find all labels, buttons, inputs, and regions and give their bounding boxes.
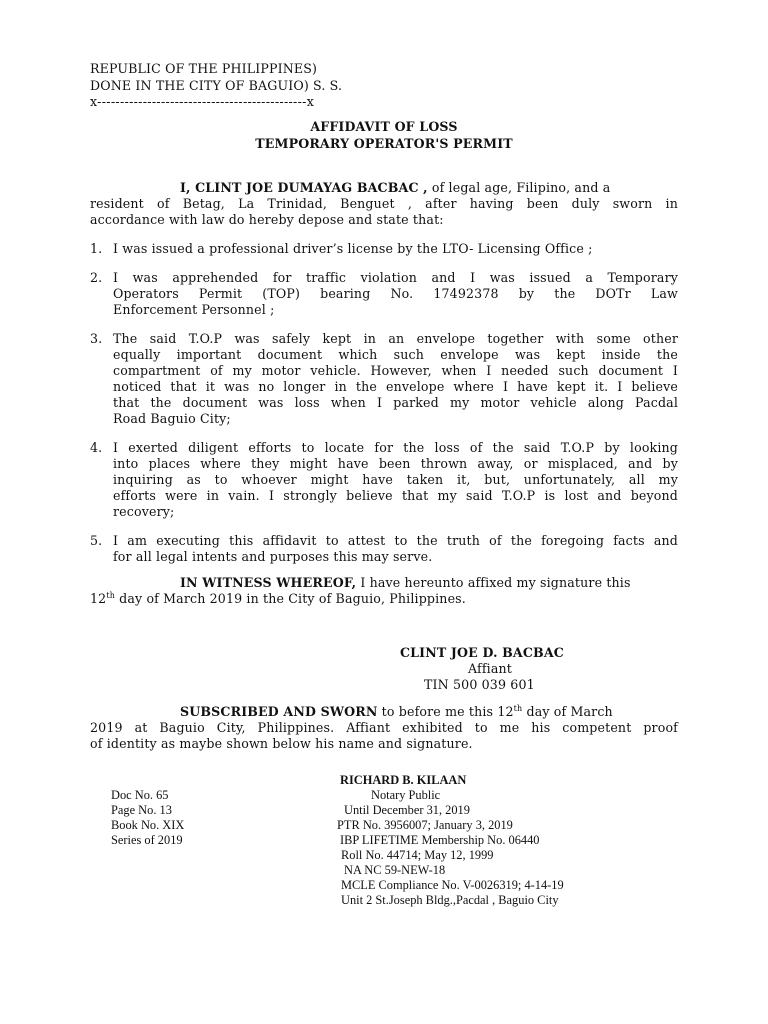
- document-subtitle: TEMPORARY OPERATOR'S PERMIT: [255, 136, 513, 151]
- page-number: Page No. 13: [111, 803, 172, 817]
- item-4-line-5: recovery;: [113, 504, 175, 519]
- intro-line-1: [90, 180, 678, 195]
- affiant-full-name: I, CLINT JOE DUMAYAG BACBAC ,: [180, 180, 428, 195]
- series-year: Series of 2019: [111, 833, 183, 847]
- intro-line-1-rest: of legal age, Filipino, and a: [431, 180, 611, 195]
- item-3-line-3: compartment of my motor vehicle. However, when I needed such document I: [113, 363, 678, 378]
- witness-line-1: [90, 575, 678, 590]
- notary-title: Notary Public: [371, 788, 441, 802]
- book-number: Book No. XIX: [111, 818, 185, 832]
- item-2-line-1: I was apprehended for traffic violation and I was issued a Temporary: [113, 270, 678, 285]
- notary-name: RICHARD B. KILAAN: [340, 773, 467, 787]
- item-3-line-6: Road Baguio City;: [113, 411, 231, 426]
- item-1-line-1: I was issued a professional driver’s license by the LTO- Licensing Office ;: [113, 241, 593, 256]
- notary-roll: Roll No. 44714; May 12, 1999: [341, 848, 494, 862]
- item-2-number: 2.: [90, 270, 103, 285]
- item-3-line-4: noticed that it was no longer in the envelope where I have kept it. I believe: [113, 379, 678, 394]
- notary-address: Unit 2 St.Joseph Bldg.,Pacdal , Baguio City: [341, 893, 559, 907]
- witness-day-suffix: th: [106, 591, 115, 600]
- affiant-signature-name: CLINT JOE D. BACBAC: [400, 645, 564, 660]
- item-4-line-4: efforts were in vain. I strongly believe that my said T.O.P is lost and beyond: [113, 488, 678, 503]
- witness-day: 12: [90, 591, 107, 607]
- item-2-line-2: Operators Permit (TOP) bearing No. 17492378 by the DOTr Law: [113, 286, 678, 301]
- item-5-line-1: I am executing this affidavit to attest to the truth of the foregoing facts and: [113, 533, 678, 548]
- item-1-number: 1.: [90, 241, 103, 256]
- jurat-line-3: of identity as maybe shown below his name and signature.: [90, 736, 473, 751]
- item-3-line-1: The said T.O.P was safely kept in an envelope together with some other: [113, 331, 678, 346]
- affiant-tin: TIN 500 039 601: [424, 677, 535, 692]
- item-4-number: 4.: [90, 440, 103, 455]
- item-5-number: 5.: [90, 533, 103, 548]
- item-2-line-3: Enforcement Personnel ;: [113, 302, 275, 317]
- venue-line-2: DONE IN THE CITY OF BAGUIO) S. S.: [90, 78, 343, 93]
- notary-commission-until: Until December 31, 2019: [344, 803, 470, 817]
- jurat-line-1: [90, 704, 678, 719]
- witness-bold: IN WITNESS WHEREOF,: [180, 575, 357, 590]
- intro-line-3: accordance with law do hereby depose and state that:: [90, 212, 444, 227]
- jurat-rest-2: day of March: [522, 704, 613, 720]
- jurat-line-2: 2019 at Baguio City, Philippines. Affiant exhibited to me his competent proof: [90, 720, 678, 735]
- witness-line-2: [90, 591, 466, 606]
- item-3-number: 3.: [90, 331, 103, 346]
- venue-separator: x----------------------------------------------x: [90, 94, 315, 109]
- doc-number: Doc No. 65: [111, 788, 169, 802]
- item-4-line-1: I exerted diligent efforts to locate for the loss of the said T.O.P by looking: [113, 440, 678, 455]
- notary-ibp: IBP LIFETIME Membership No. 06440: [340, 833, 540, 847]
- witness-rest: I have hereunto affixed my signature this: [356, 575, 631, 590]
- item-4-line-2: into places where they might have been thrown away, or misplaced, and by: [113, 456, 678, 471]
- witness-date-rest: day of March 2019 in the City of Baguio, Philippines.: [115, 591, 466, 607]
- item-4-line-3: inquiring as to whoever might have taken it, but, unfortunately, all my: [113, 472, 678, 487]
- item-3-line-2: equally important document which such envelope was kept inside the: [113, 347, 678, 362]
- intro-line-2: resident of Betag, La Trinidad, Benguet , after having been duly sworn in: [90, 196, 678, 211]
- notary-nanc: NA NC 59-NEW-18: [344, 863, 446, 877]
- notary-mcle: MCLE Compliance No. V-0026319; 4-14-19: [341, 878, 564, 892]
- venue-line-1: REPUBLIC OF THE PHILIPPINES): [90, 61, 318, 76]
- item-3-line-5: that the document was loss when I parked my motor vehicle along Pacdal: [113, 395, 678, 410]
- item-5-line-2: for all legal intents and purposes this may serve.: [113, 549, 433, 564]
- affiant-role: Affiant: [468, 661, 512, 676]
- document-title: AFFIDAVIT OF LOSS: [310, 119, 458, 134]
- jurat-rest: to before me this 12: [377, 704, 514, 720]
- jurat-day-suffix: th: [513, 704, 523, 713]
- jurat-bold: SUBSCRIBED AND SWORN: [180, 704, 378, 720]
- notary-ptr: PTR No. 3956007; January 3, 2019: [337, 818, 513, 832]
